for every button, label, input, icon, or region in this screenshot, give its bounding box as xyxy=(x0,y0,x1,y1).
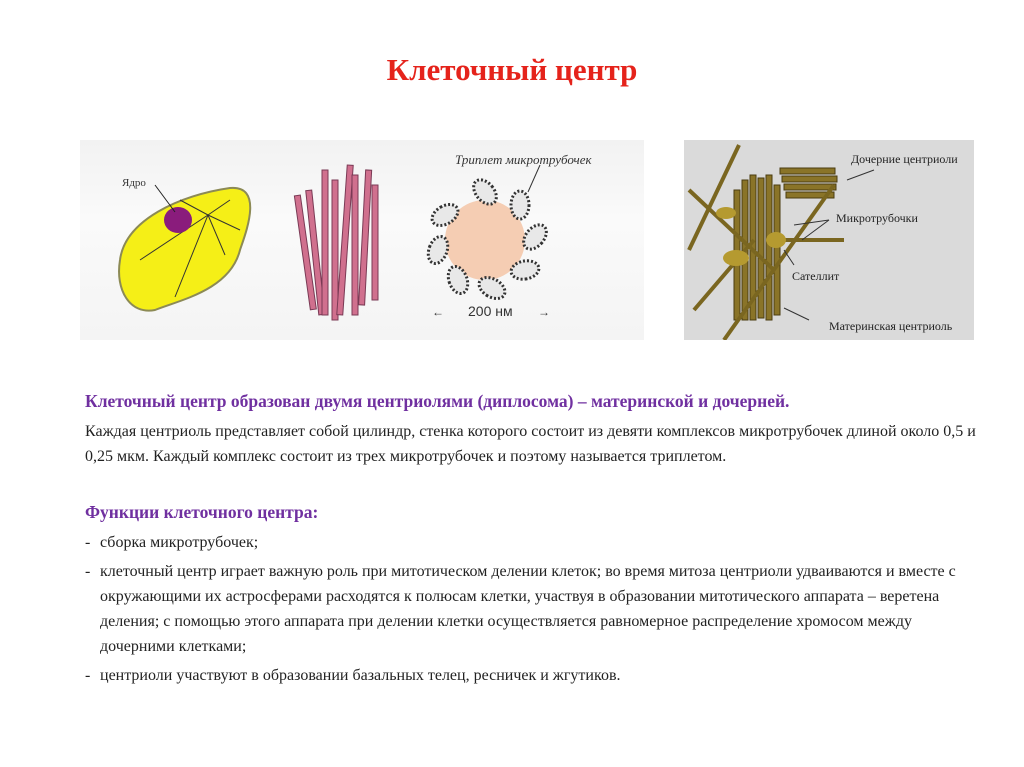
bullet: - xyxy=(85,563,91,580)
slide-title: Клеточный центр xyxy=(386,52,638,87)
label-scale: 200 нм xyxy=(468,303,513,319)
intro-heading: Клеточный центр образован двумя центриолями (диплосома) – материнской и дочерней. xyxy=(85,391,790,411)
bullet: - xyxy=(85,534,91,551)
arrow-left: ← xyxy=(432,305,444,319)
list-item-text: центриоли участвуют в образовании базальных телец, ресничек и жгутиков. xyxy=(100,667,621,684)
functions-list xyxy=(85,530,985,688)
list-item-text: сборка микротрубочек; xyxy=(100,534,259,551)
slide-content xyxy=(85,388,985,692)
list-item xyxy=(85,559,985,659)
label-satellite: Сателлит xyxy=(792,269,840,283)
list-item xyxy=(85,530,985,555)
intro-body: Каждая центриоль представляет собой цилиндр, стенка которого состоит из девяти комплексов микротрубочек длиной около 0,5 и 0,25 мкм. Каждый комплекс состоит из трех микротрубочек и поэтому называется триплетом. xyxy=(85,423,976,465)
list-item-text: клеточный центр играет важную роль при митотическом делении клеток; во время митоза центриоли удваиваются и вместе с окружающими их астросферами расходятся к полюсам клетки, участвуя в образовании митотического аппарата – веретена деления; с помощью этого аппарата при делении клетки осуществляется равномерное распределение хромосом между дочерними клетками; xyxy=(100,563,956,655)
bullet: - xyxy=(85,667,91,684)
centrosome-illustration xyxy=(684,140,974,340)
label-nucleus: Ядро xyxy=(122,177,146,189)
arrow-right: → xyxy=(538,305,550,319)
functions-heading: Функции клеточного центра: xyxy=(85,502,319,522)
label-mother-centriole: Материнская центриоль xyxy=(829,319,953,333)
centriole-illustration xyxy=(80,140,644,340)
label-microtubules: Микротрубочки xyxy=(836,211,918,225)
nucleus xyxy=(164,207,192,233)
cell-shape xyxy=(119,188,250,311)
centriole-cylinder xyxy=(294,165,378,320)
label-triplet: Триплет микротрубочек xyxy=(455,152,592,167)
label-daughter-centrioles: Дочерние центриоли xyxy=(851,152,958,166)
list-item xyxy=(85,663,985,688)
